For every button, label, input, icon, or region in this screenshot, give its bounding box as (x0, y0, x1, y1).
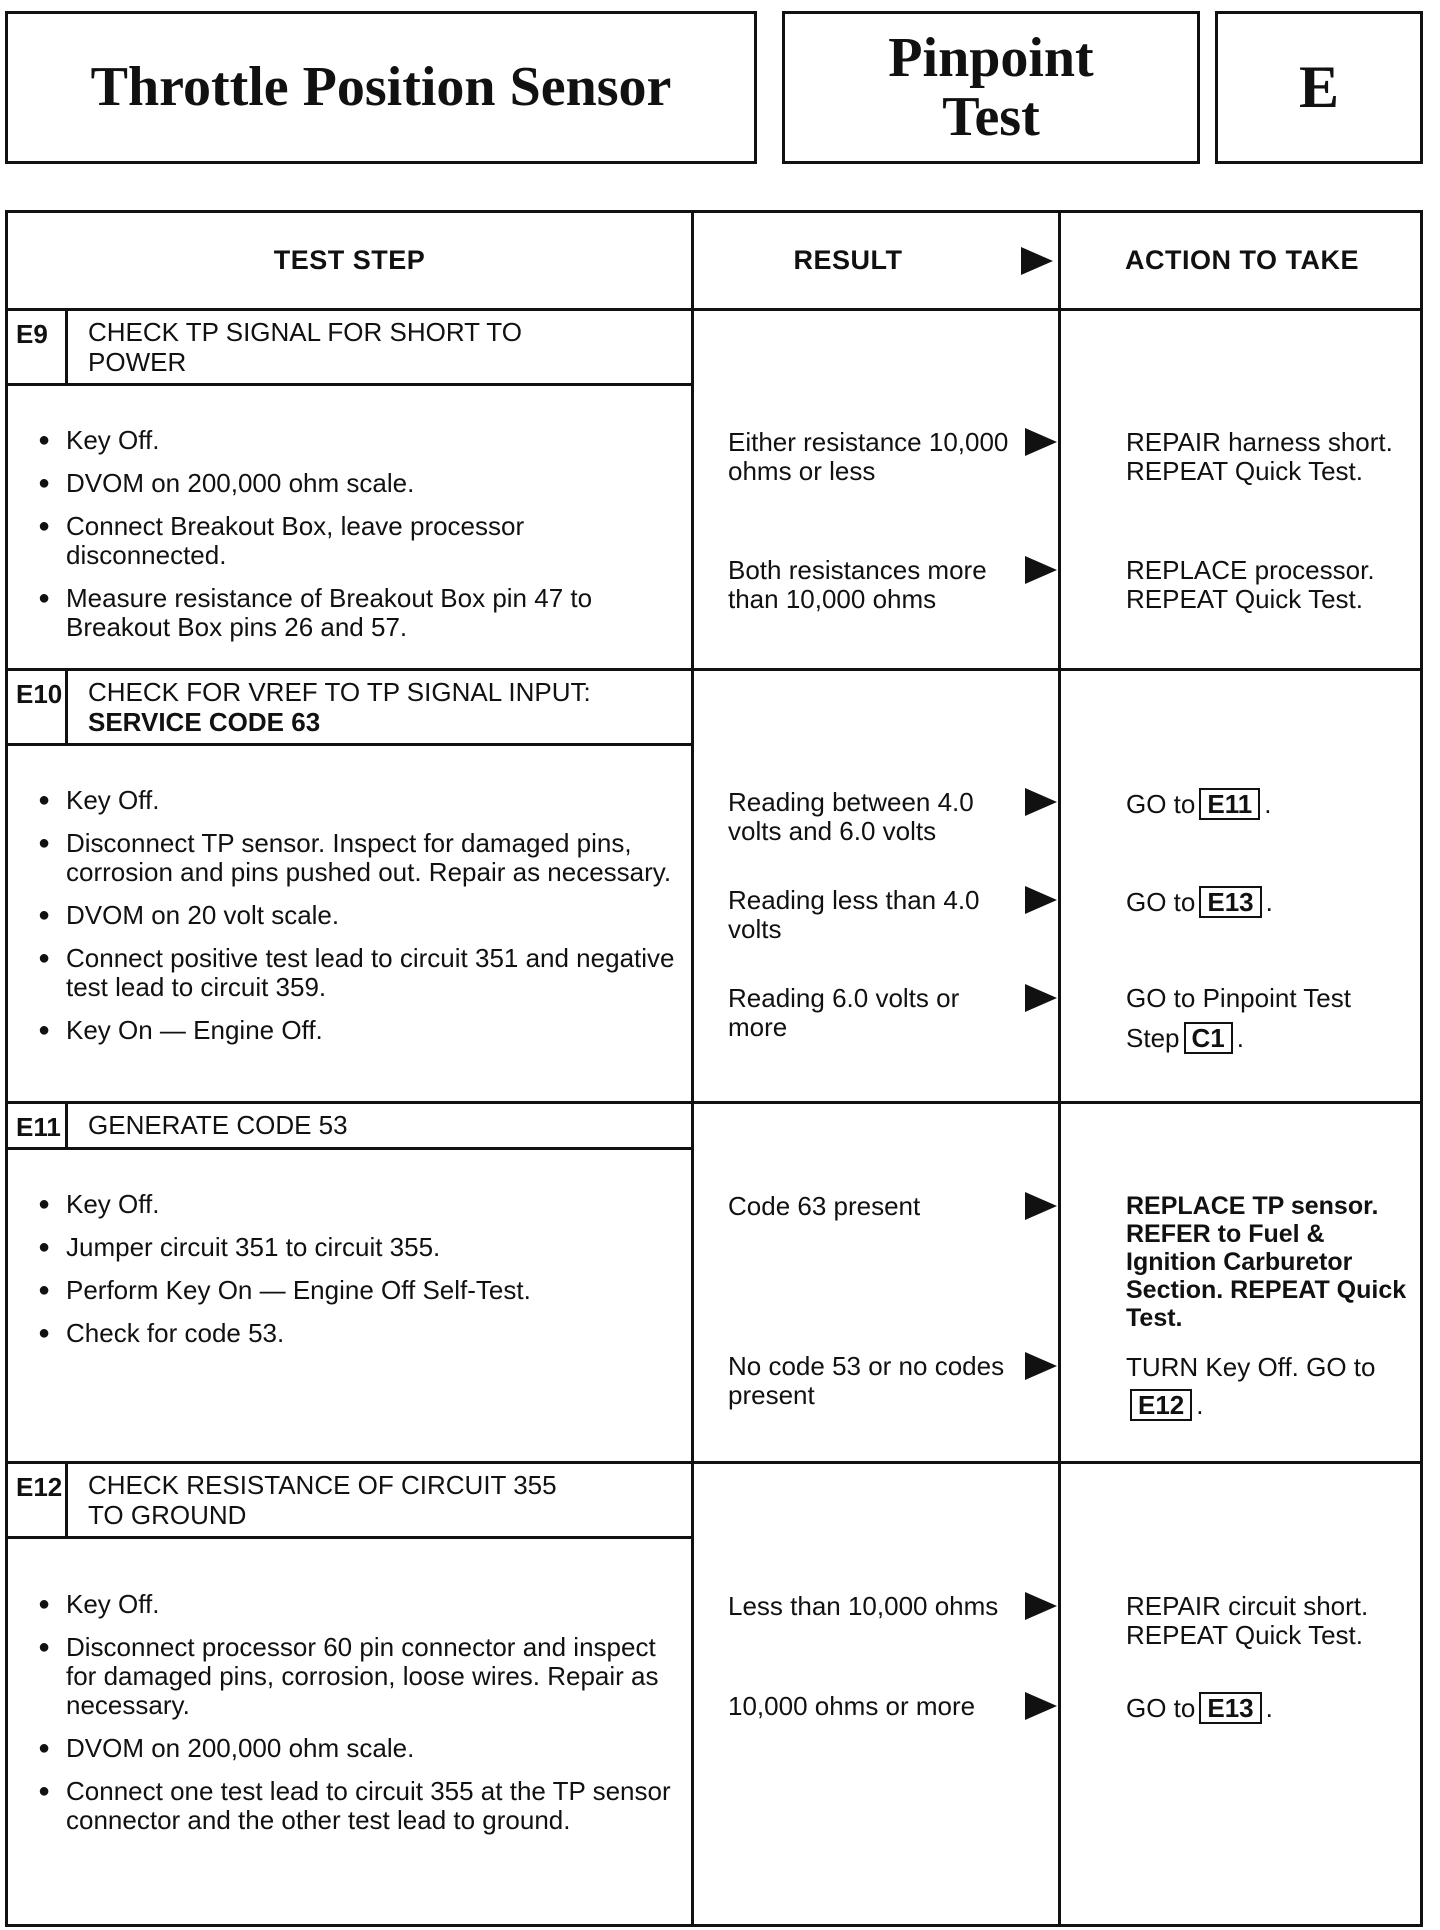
arrow-icon (1025, 556, 1057, 584)
list-item: ● Key Off. (38, 1590, 678, 1619)
arrow-icon (1025, 1352, 1057, 1380)
result-text: Either resistance 10,000 ohms or less (728, 427, 1009, 486)
action-text: GO to E13 . (1126, 887, 1273, 917)
list-item: ● DVOM on 20 volt scale. (38, 901, 678, 930)
arrow-icon (1025, 1692, 1057, 1720)
list-item: ● Check for code 53. (38, 1319, 678, 1348)
step-reference: E12 (1130, 1389, 1192, 1421)
pinpoint-line2: Test (942, 85, 1040, 148)
arrow-icon (1025, 428, 1057, 456)
list-item: ● Key Off. (38, 1190, 678, 1219)
column-header-action: ACTION TO TAKE (1125, 245, 1359, 275)
list-item: ● DVOM on 200,000 ohm scale. (38, 469, 678, 498)
action-text: REPLACE TP sensor. REFER to Fuel & Ignition Carburetor Section. REPEAT Quick Test. (1126, 1192, 1407, 1332)
list-item: ● Connect one test lead to circuit 355 at the TP sensor connector and the other test lead to ground. (38, 1777, 678, 1835)
result-text: Code 63 present (728, 1191, 921, 1221)
step-id: E9 (8, 311, 68, 383)
list-item: ● Key Off. (38, 786, 678, 815)
action-text: GO to E13 . (1126, 1693, 1273, 1723)
pinpoint-label (888, 26, 1094, 148)
step-e11-instructions (38, 1190, 678, 1362)
step-title: GENERATE CODE 53 (88, 1110, 348, 1140)
result-text: Reading between 4.0 volts and 6.0 volts (728, 787, 974, 846)
action-text: GO to E11 . (1126, 789, 1272, 819)
arrow-icon (1025, 1192, 1057, 1220)
action-text: GO to Pinpoint Test Step C1 . (1126, 983, 1351, 1053)
arrow-icon (1025, 984, 1057, 1012)
action-text: TURN Key Off. GO toE12 . (1126, 1352, 1376, 1420)
column-divider-1 (691, 213, 694, 1924)
step-title: CHECK TP SIGNAL FOR SHORT TO POWER (88, 317, 522, 377)
arrow-icon (1025, 788, 1057, 816)
pinpoint-test-table (5, 210, 1423, 1927)
step-e12-instructions (38, 1590, 678, 1849)
test-letter-box (1215, 11, 1423, 164)
result-text: Reading 6.0 volts or more (728, 983, 960, 1042)
step-reference: C1 (1184, 1022, 1233, 1054)
result-text: No code 53 or no codes present (728, 1351, 1005, 1410)
arrow-icon (1025, 1592, 1057, 1620)
page-title: Throttle Position Sensor (90, 56, 672, 119)
action-text: REPLACE processor. REPEAT Quick Test. (1126, 555, 1375, 614)
list-item: ● Disconnect TP sensor. Inspect for damaged pins, corrosion and pins pushed out. Repair as necessary. (38, 829, 678, 887)
result-text: Both resistances more than 10,000 ohms (728, 555, 987, 614)
action-text: REPAIR harness short. REPEAT Quick Test. (1126, 427, 1393, 486)
page-title-box (5, 11, 757, 164)
column-divider-2 (1058, 213, 1061, 1924)
pinpoint-test-box (782, 11, 1200, 164)
list-item: ● Jumper circuit 351 to circuit 355. (38, 1233, 678, 1262)
list-item: ● Key Off. (38, 426, 678, 455)
test-letter: E (1298, 54, 1340, 120)
result-text: 10,000 ohms or more (728, 1691, 976, 1721)
step-header-e10 (8, 671, 691, 746)
header-arrow-icon (1021, 247, 1053, 275)
step-header-e9 (8, 311, 691, 386)
step-reference: E11 (1199, 788, 1260, 820)
result-text: Reading less than 4.0 volts (728, 885, 980, 944)
step-header-e11 (8, 1104, 691, 1150)
step-e9-instructions (38, 426, 678, 656)
pinpoint-line1: Pinpoint (888, 26, 1094, 89)
step-e10-instructions (38, 786, 678, 1059)
column-header-test-step: TEST STEP (273, 245, 426, 275)
column-header-result: RESULT (793, 245, 903, 275)
list-item: ● Connect positive test lead to circuit 351 and negative test lead to circuit 359. (38, 944, 678, 1002)
arrow-icon (1025, 886, 1057, 914)
step-id: E11 (8, 1104, 68, 1147)
list-item: ● Key On — Engine Off. (38, 1016, 678, 1045)
list-item: ● Perform Key On — Engine Off Self-Test. (38, 1276, 678, 1305)
list-item: ● Connect Breakout Box, leave processor disconnected. (38, 512, 678, 570)
step-id: E10 (8, 671, 68, 743)
list-item: ● DVOM on 200,000 ohm scale. (38, 1734, 678, 1763)
action-text: REPAIR circuit short. REPEAT Quick Test. (1126, 1591, 1369, 1650)
list-item: ● Measure resistance of Breakout Box pin 47 to Breakout Box pins 26 and 57. (38, 584, 678, 642)
step-title: CHECK RESISTANCE OF CIRCUIT 355 TO GROUND (88, 1470, 557, 1530)
step-id: E12 (8, 1464, 68, 1536)
step-title: CHECK FOR VREF TO TP SIGNAL INPUT: SERVICE CODE 63 (88, 677, 591, 737)
result-text: Less than 10,000 ohms (728, 1591, 999, 1621)
list-item: ● Disconnect processor 60 pin connector and inspect for damaged pins, corrosion, loose wires. Repair as necessary. (38, 1633, 678, 1720)
step-reference: E13 (1199, 886, 1261, 918)
step-reference: E13 (1199, 1692, 1261, 1724)
step-header-e12 (8, 1464, 691, 1539)
